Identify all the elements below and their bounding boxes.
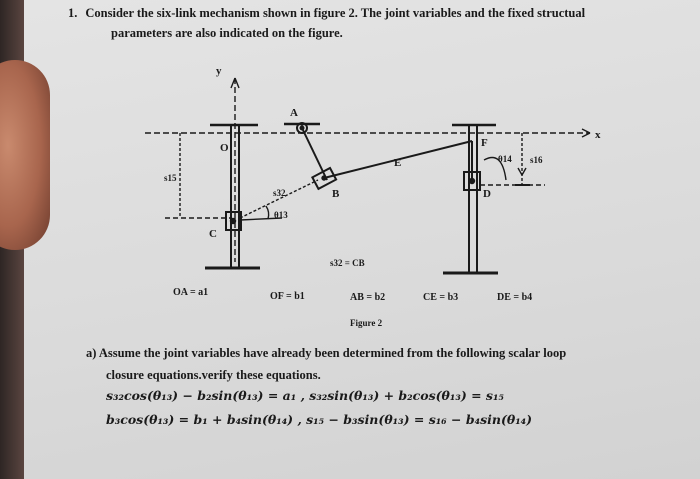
label-theta13: θ13 (274, 210, 288, 220)
label-s16: s16 (530, 155, 543, 165)
label-theta14: θ14 (498, 154, 512, 164)
theta13-arc (266, 206, 269, 219)
label-s32: s32 (273, 188, 286, 198)
question-number: 1. (68, 6, 78, 20)
label-B: B (332, 188, 340, 200)
label-C: C (209, 228, 217, 240)
question-line1: Consider the six-link mechanism shown in figure 2. The joint variables and the fixed structual (85, 6, 586, 20)
label-E: E (394, 157, 402, 169)
label-DE: DE = b4 (497, 292, 533, 303)
label-y: y (216, 65, 222, 77)
label-x: x (595, 129, 601, 141)
label-OA: OA = a1 (173, 287, 209, 298)
label-A: A (290, 107, 298, 119)
label-s15: s15 (164, 173, 177, 183)
part-a-line2: closure equations.verify these equations. (106, 368, 321, 382)
label-O: O (220, 142, 229, 154)
label-D: D (483, 188, 491, 200)
question-line2: parameters are also indicated on the figure. (111, 26, 343, 40)
equation-2: b₃cos(θ₁₃) = b₁ + b₄sin(θ₁₄) , s₁₅ − b₃sin(θ₁₃) = s₁₆ − b₄sin(θ₁₄) (106, 412, 533, 427)
label-AB: AB = b2 (350, 292, 386, 303)
figure-caption: Figure 2 (350, 318, 383, 328)
label-s32-def: s32 = CB (330, 258, 365, 268)
equation-1: s₃₂cos(θ₁₃) − b₂sin(θ₁₃) = a₁ , s₃₂sin(θ₁₃) + b₂cos(θ₁₃) = s₁₅ (106, 388, 504, 403)
label-CE: CE = b3 (423, 292, 459, 303)
label-OF: OF = b1 (270, 291, 305, 302)
part-a-line1: a) Assume the joint variables have already been determined from the following scalar loop (86, 346, 567, 360)
label-F: F (481, 137, 488, 149)
